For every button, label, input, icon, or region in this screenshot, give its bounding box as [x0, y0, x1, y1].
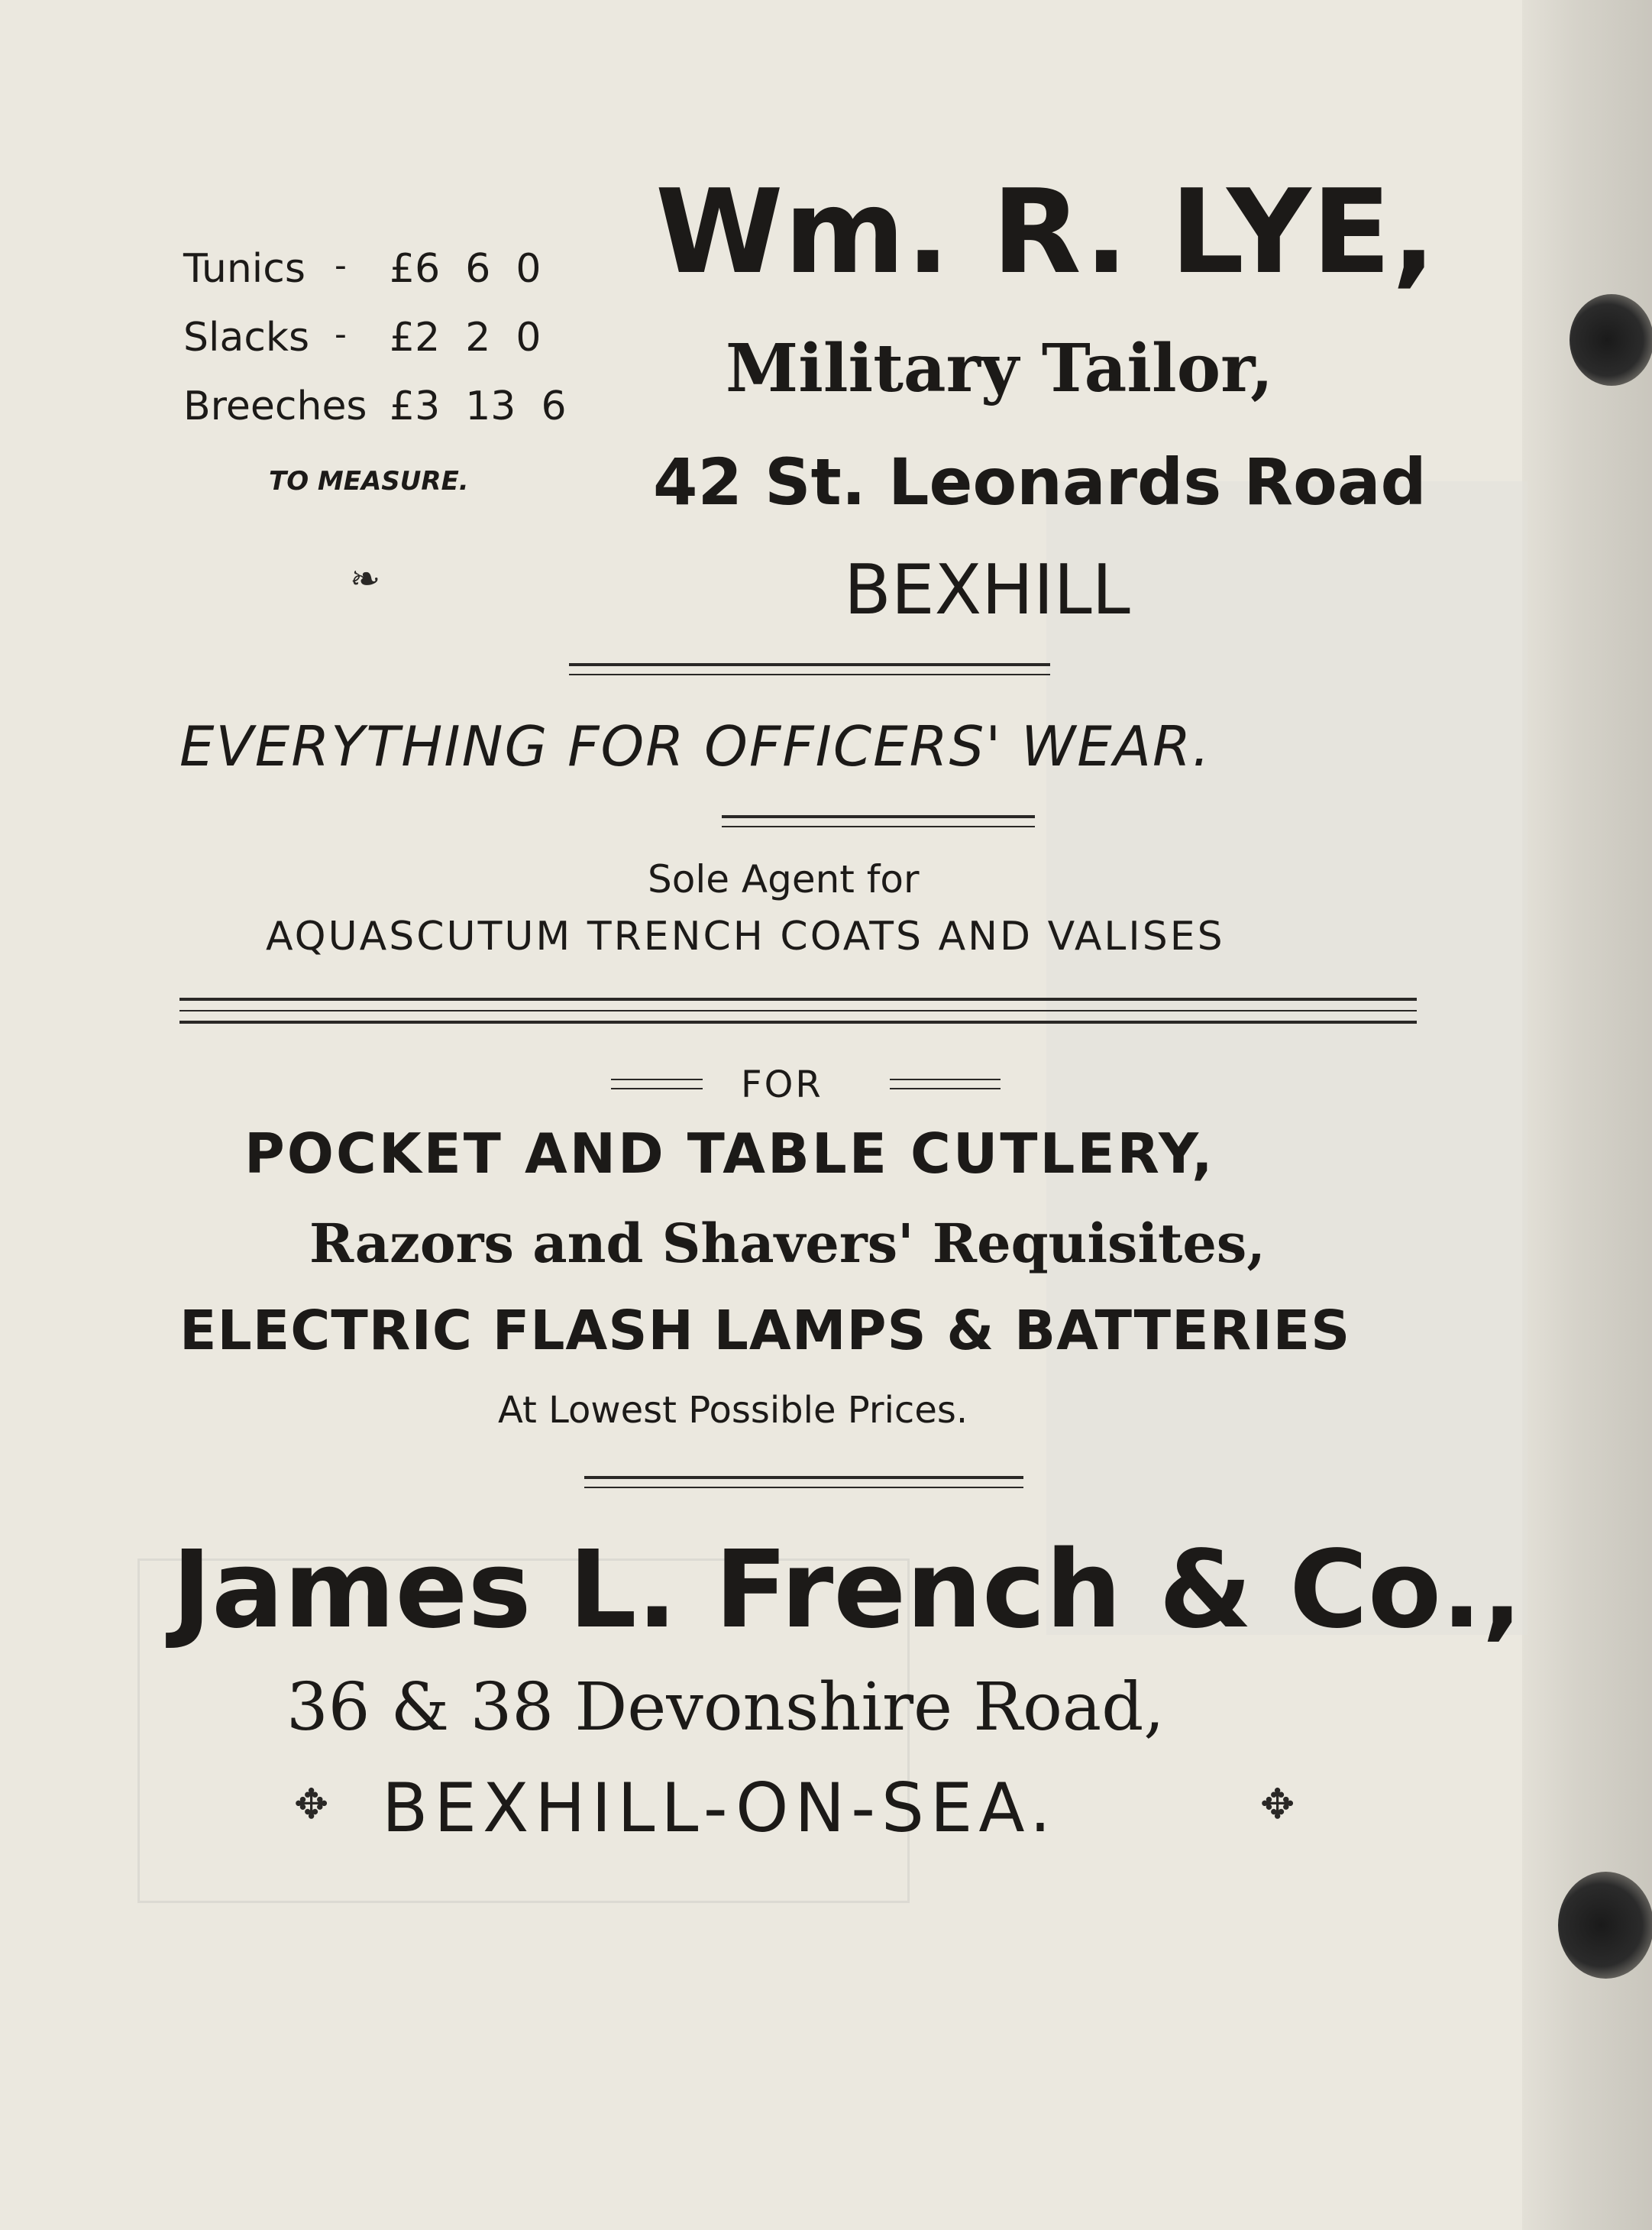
for-label: FOR: [741, 1063, 823, 1106]
for-rule-right-2: [890, 1088, 1001, 1089]
french-town: BEXHILL-ON-SEA.: [382, 1769, 1058, 1847]
price-item-slacks: Slacks: [183, 315, 310, 361]
divider-rule-4b: [584, 1487, 1023, 1488]
french-business-name: James L. French & Co.,: [172, 1528, 1523, 1652]
lowest-prices-line: At Lowest Possible Prices.: [498, 1389, 968, 1432]
for-rule-left-2: [611, 1088, 703, 1089]
to-measure-note: TO MEASURE.: [269, 466, 469, 497]
price-item-tunics: Tunics: [183, 246, 306, 292]
fleuron-ornament: ❧: [350, 558, 381, 600]
ornament-right-icon: ✥: [1260, 1780, 1295, 1828]
ornament-left-icon: ✥: [294, 1780, 329, 1828]
divider-rule-1a: [569, 663, 1050, 666]
for-rule-right: [890, 1079, 1001, 1080]
lye-trade: Military Tailor,: [726, 330, 1274, 407]
divider-rule-4a: [584, 1476, 1023, 1479]
cutlery-line: POCKET AND TABLE CUTLERY,: [244, 1121, 1215, 1186]
divider-rule-1b: [569, 674, 1050, 675]
french-address: 36 & 38 Devonshire Road,: [286, 1669, 1165, 1746]
electric-lamps-line: ELECTRIC FLASH LAMPS & BATTERIES: [179, 1299, 1351, 1362]
for-rule-left: [611, 1079, 703, 1080]
divider-rule-2a: [722, 815, 1035, 818]
price-sep-slacks: -: [335, 315, 347, 354]
price-sep-tunics: -: [335, 246, 347, 285]
officers-wear-headline: EVERYTHING FOR OFFICERS' WEAR.: [179, 714, 1211, 778]
punch-hole-top: [1570, 294, 1652, 386]
divider-rule-3c: [179, 1021, 1417, 1024]
lye-business-name: Wm. R. LYE,: [655, 164, 1437, 299]
punch-hole-bottom: [1558, 1872, 1652, 1979]
razors-line: Razors and Shavers' Requisites,: [309, 1212, 1266, 1275]
price-item-breeches: Breeches: [183, 384, 367, 429]
aquascutum-products: AQUASCUTUM TRENCH COATS AND VALISES: [266, 914, 1225, 960]
lye-town: BEXHILL: [844, 550, 1130, 630]
price-value-tunics: £6 6 0: [390, 246, 542, 292]
divider-rule-2b: [722, 826, 1035, 827]
bleed-through-panel: [1046, 481, 1528, 1635]
price-value-slacks: £2 2 0: [390, 315, 542, 361]
lye-address: 42 St. Leonards Road: [653, 445, 1427, 519]
divider-rule-3a: [179, 998, 1417, 1001]
sole-agent-label: Sole Agent for: [648, 857, 920, 901]
divider-rule-3b: [179, 1010, 1417, 1011]
price-value-breeches: £3 13 6: [390, 384, 567, 429]
